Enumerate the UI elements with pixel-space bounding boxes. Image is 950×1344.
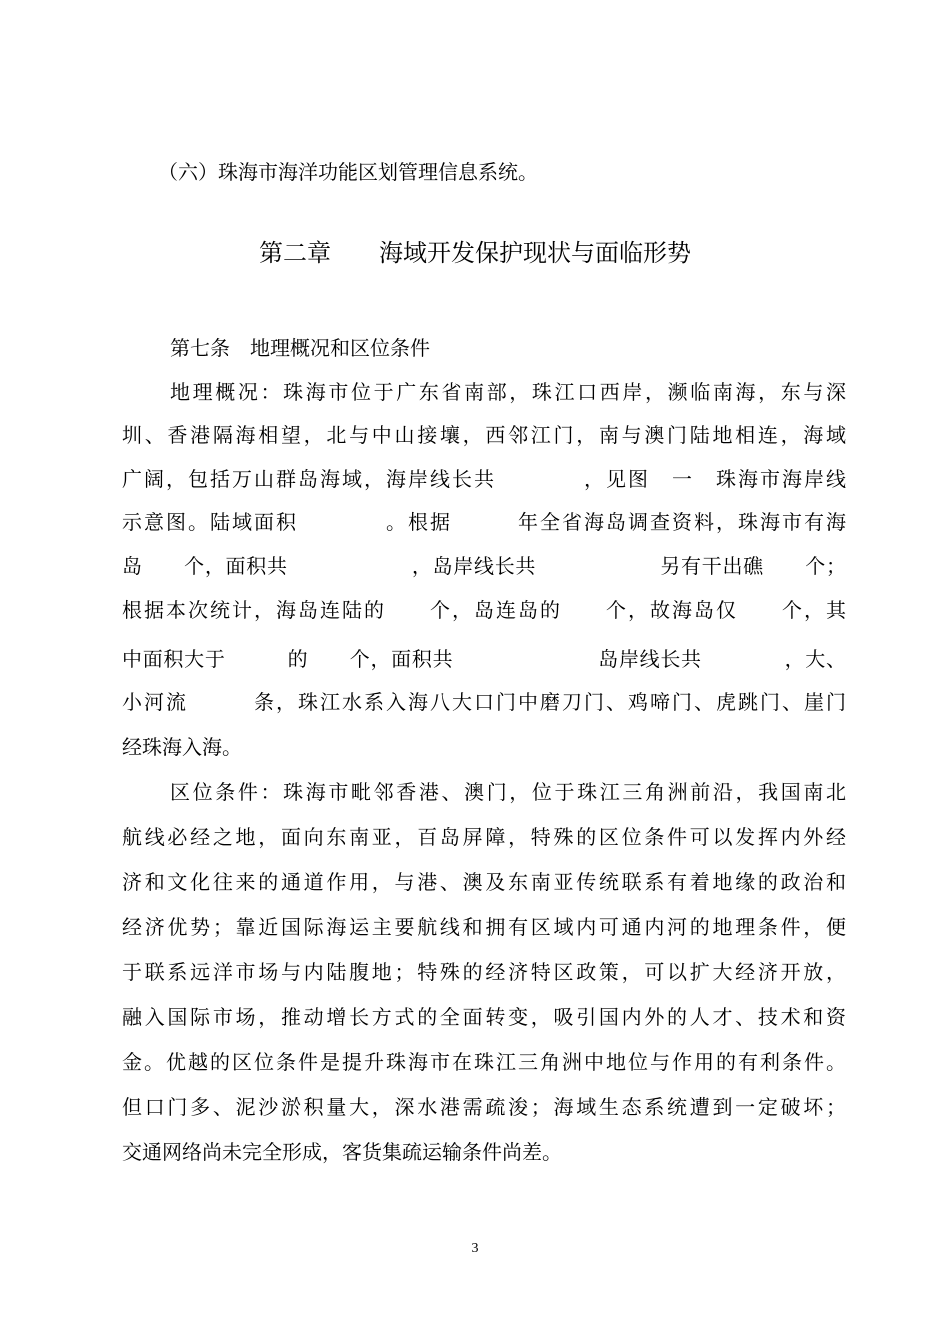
paragraph-line: 根据本次统计，海岛连陆的 个，岛连岛的 个，故海岛仅 个，其 <box>122 598 846 622</box>
paragraph-line: 圳、香港隔海相望，北与中山接壤，西邻江门，南与澳门陆地相连，海域 <box>122 423 846 447</box>
paragraph-line: 广阔，包括万山群岛海域，海岸线长共 ，见图 一 珠海市海岸线 <box>122 467 846 491</box>
list-item-information-system: （六）珠海市海洋功能区划管理信息系统。 <box>158 160 538 184</box>
paragraph-line: 小河流 条，珠江水系入海八大口门中磨刀门、鸡啼门、虎跳门、崖门 <box>122 690 846 714</box>
paragraph-line: 但口门多、泥沙淤积量大，深水港需疏浚；海域生态系统遭到一定破坏； <box>122 1095 846 1119</box>
paragraph-line: 于联系远洋市场与内陆腹地；特殊的经济特区政策，可以扩大经济开放， <box>122 960 846 984</box>
paragraph-line: 中面积大于 的 个，面积共 岛岸线长共 ，大、 <box>122 647 846 671</box>
paragraph-line: 区位条件：珠海市毗邻香港、澳门，位于珠江三角洲前沿，我国南北 <box>170 780 846 804</box>
paragraph-line: 济和文化往来的通道作用，与港、澳及东南亚传统联系有着地缘的政治和 <box>122 870 846 894</box>
paragraph-line: 岛 个，面积共 ，岛岸线长共 另有干出礁 个； <box>122 554 846 578</box>
paragraph-line: 融入国际市场，推动增长方式的全面转变，吸引国内外的人才、技术和资 <box>122 1005 846 1029</box>
paragraph-line: 经珠海入海。 <box>122 735 242 759</box>
article-title: 第七条 地理概况和区位条件 <box>170 336 430 360</box>
paragraph-line: 交通网络尚未完全形成，客货集疏运输条件尚差。 <box>122 1140 562 1164</box>
paragraph-line: 经济优势；靠近国际海运主要航线和拥有区域内可通内河的地理条件，便 <box>122 915 846 939</box>
paragraph-line: 航线必经之地，面向东南亚，百岛屏障，特殊的区位条件可以发挥内外经 <box>122 825 846 849</box>
page-number: 3 <box>471 1241 479 1256</box>
paragraph-line: 示意图。陆域面积 。根据 年全省海岛调查资料，珠海市有海 <box>122 510 846 534</box>
paragraph-line: 地理概况：珠海市位于广东省南部，珠江口西岸，濒临南海，东与深 <box>170 380 846 404</box>
paragraph-line: 金。优越的区位条件是提升珠海市在珠江三角洲中地位与作用的有利条件。 <box>122 1050 846 1074</box>
chapter-heading: 第二章 海域开发保护现状与面临形势 <box>259 239 691 267</box>
